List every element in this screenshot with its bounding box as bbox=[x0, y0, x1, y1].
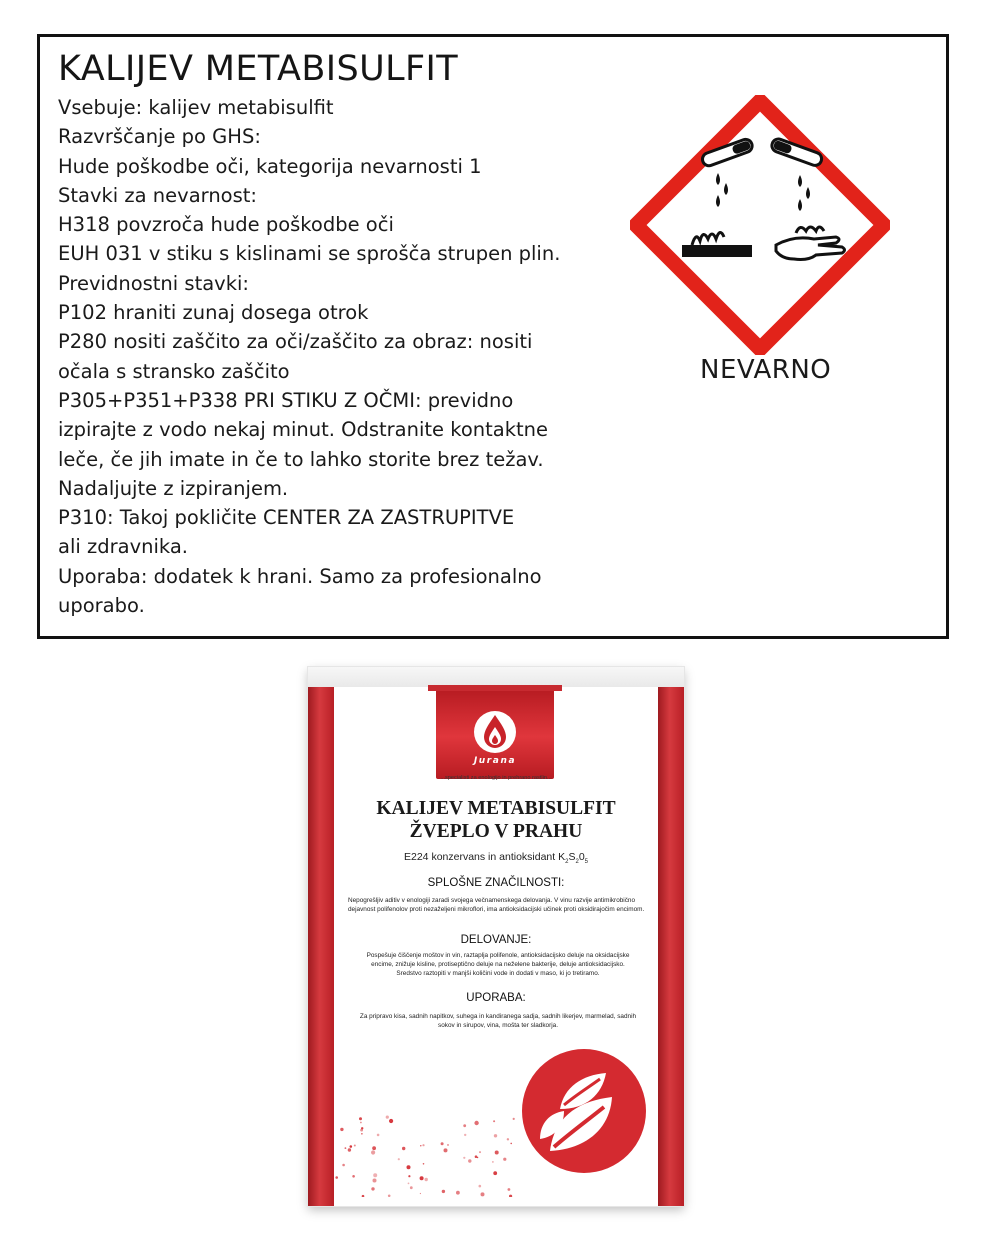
action-text: Pospešuje čiščenje moštov in vin, raztaplja polifenole, antioksidacijsko deluje na oksidacijske encime, znižuje kisline, protiseptično deluje na neželene bakterije, deluje antioksidacijsko. Sredstvo raztopiti v manjši količini vode in dodati v maso, ki jo tretiramo. bbox=[366, 952, 630, 977]
product-title-line1: KALIJEV METABISULFIT bbox=[376, 798, 616, 819]
hazard-statement-line: Hude poškodbe oči, kategorija nevarnosti 1 bbox=[58, 154, 482, 178]
formula-o-sub: 5 bbox=[584, 859, 588, 866]
decorative-dot bbox=[444, 1148, 448, 1152]
formula-k-sub: 2 bbox=[565, 859, 569, 866]
product-bag-label bbox=[308, 667, 684, 1206]
decorative-dot bbox=[508, 1188, 511, 1191]
decorative-dot bbox=[510, 1143, 512, 1145]
decorative-dot bbox=[342, 1164, 345, 1167]
brand-block bbox=[436, 685, 554, 779]
decorative-dot bbox=[503, 1158, 506, 1161]
decorative-dot bbox=[354, 1145, 356, 1147]
decorative-dot bbox=[362, 1195, 365, 1197]
formula-s: S bbox=[568, 851, 576, 863]
product-title-line2: ŽVEPLO V PRAHU bbox=[409, 821, 583, 842]
decorative-dot bbox=[513, 1118, 515, 1120]
hazard-statement-line: uporabo. bbox=[58, 594, 145, 618]
decorative-dot bbox=[420, 1176, 424, 1180]
product-subtitle bbox=[308, 851, 684, 865]
decorative-dot bbox=[388, 1195, 391, 1198]
decorative-dot bbox=[423, 1163, 425, 1165]
product-title bbox=[308, 797, 684, 843]
decorative-dot bbox=[494, 1134, 497, 1137]
hazard-statement-line: Nadaljujte z izpiranjem. bbox=[58, 476, 289, 500]
hazard-statement-line: P310: Takoj pokličite CENTER ZA ZASTRUPITVE bbox=[58, 506, 515, 530]
decorative-dot bbox=[420, 1145, 421, 1146]
decorative-dot bbox=[408, 1175, 410, 1177]
hazard-statement-line: leče, če jih imate in če to lahko storite brez težav. bbox=[58, 447, 544, 471]
decorative-dot bbox=[495, 1151, 499, 1155]
decorative-dot bbox=[352, 1175, 355, 1178]
decorative-dot bbox=[493, 1171, 497, 1175]
general-heading: SPLOŠNE ZNAČILNOSTI: bbox=[427, 877, 565, 889]
hazard-statement-line: izpirajte z vodo nekaj minut. Odstranite kontaktne bbox=[58, 418, 549, 442]
decorative-dot bbox=[479, 1151, 481, 1153]
hazard-statement-line: Vsebuje: kalijev metabisulfit bbox=[58, 96, 334, 119]
decorative-dot bbox=[348, 1148, 351, 1151]
hazard-statement-line: H318 povzroča hude poškodbe oči bbox=[58, 213, 394, 237]
hazard-statement-line: P305+P351+P338 PRI STIKU Z OČMI: previdno bbox=[58, 388, 514, 412]
decorative-dot bbox=[481, 1192, 485, 1196]
hazard-statement-line: P102 hraniti zunaj dosega otrok bbox=[58, 301, 369, 325]
formula-s-sub: 2 bbox=[575, 859, 579, 866]
decorative-dot bbox=[408, 1183, 410, 1185]
general-text: Nepogrešljiv aditiv v enologiji zaradi svojega večnamenskega delovanja. V vinu razvije antimikrobično dejavnost polifenolov proti nezaželjeni mikroflori, ima antioksidacijski učinek proti oksidirajočim encimom. bbox=[348, 897, 645, 913]
signal-word: NEVARNO bbox=[700, 355, 832, 385]
hazard-statement-line: Stavki za nevarnost: bbox=[58, 183, 257, 207]
decorative-dot bbox=[373, 1173, 377, 1177]
decorative-dot bbox=[507, 1138, 509, 1140]
decorative-dot bbox=[340, 1128, 343, 1131]
hazard-statement-line: Razvrščanje po GHS: bbox=[58, 125, 261, 149]
decorative-dot bbox=[447, 1144, 448, 1145]
hazard-statement-list bbox=[58, 93, 678, 620]
hazard-statement-line: P280 nositi zaščito za oči/zaščito za obraz: nositi bbox=[58, 330, 533, 354]
decorative-dot bbox=[509, 1195, 512, 1197]
decorative-dot bbox=[402, 1147, 405, 1150]
brand-name: Jurana bbox=[473, 756, 517, 766]
use-text: Za pripravo kisa, sadnih napitkov, suhega in kandiranega sadja, sadnih likerjev, marmelad, sadnih sokov in sirupov, vina, mošta ter sladkorja. bbox=[359, 1013, 637, 1029]
hazard-statement-line: EUH 031 v stiku s kislinami se sprošča strupen plin. bbox=[58, 242, 561, 266]
bag-top-seal bbox=[308, 667, 684, 687]
decorative-dot bbox=[425, 1178, 428, 1181]
decorative-dot bbox=[479, 1185, 482, 1188]
flame-drop-logo-icon bbox=[472, 709, 518, 755]
bag-right-stripe bbox=[658, 687, 684, 1206]
decorative-dot bbox=[456, 1191, 460, 1195]
hazard-statement-line: očala s stransko zaščito bbox=[58, 359, 290, 383]
decorative-dot bbox=[371, 1187, 374, 1190]
hazard-statement-line: ali zdravnika. bbox=[58, 535, 188, 559]
decorative-dot bbox=[335, 1176, 338, 1179]
hazard-statement-line: Previdnostni stavki: bbox=[58, 271, 249, 295]
decorative-dot bbox=[410, 1186, 413, 1189]
decorative-dot bbox=[350, 1145, 353, 1148]
decorative-dot bbox=[359, 1117, 362, 1120]
decorative-dot bbox=[442, 1190, 445, 1193]
decorative-dot bbox=[361, 1133, 363, 1135]
decorative-dot bbox=[463, 1157, 465, 1159]
decorative-dot bbox=[345, 1147, 347, 1149]
decorative-dot bbox=[371, 1150, 375, 1154]
hazard-statement-line: Uporaba: dodatek k hrani. Samo za profesionalno bbox=[58, 564, 542, 588]
formula-o: 0 bbox=[578, 851, 585, 863]
decorative-dot bbox=[373, 1179, 377, 1183]
decorative-dot bbox=[463, 1124, 466, 1127]
decorative-dot bbox=[475, 1155, 478, 1158]
decorative-dot bbox=[422, 1144, 424, 1146]
subtitle-text: E224 konzervans in antioksidant K bbox=[404, 851, 566, 863]
leaf-emblem-icon bbox=[520, 1047, 648, 1175]
decorative-dot bbox=[441, 1142, 444, 1145]
ghs05-corrosion-icon bbox=[630, 95, 890, 355]
decorative-dot bbox=[361, 1127, 363, 1129]
decorative-dot bbox=[468, 1159, 471, 1162]
bag-left-stripe bbox=[308, 687, 334, 1206]
decorative-dot bbox=[389, 1119, 393, 1123]
decorative-dot bbox=[420, 1193, 421, 1194]
hazard-label-title: KALIJEV METABISULFIT bbox=[58, 49, 459, 89]
decorative-dot bbox=[464, 1134, 466, 1136]
decorative-dot bbox=[493, 1120, 495, 1122]
decorative-dot bbox=[474, 1121, 478, 1125]
decorative-dot bbox=[386, 1116, 389, 1119]
decorative-dot bbox=[372, 1146, 376, 1150]
brand-tagline: ...specialisti za enologijo in prehrano rastlin... bbox=[440, 775, 552, 781]
decorative-dot bbox=[407, 1165, 411, 1169]
use-heading: UPORABA: bbox=[466, 992, 526, 1004]
decorative-dot bbox=[492, 1161, 494, 1163]
decorative-dot bbox=[360, 1122, 362, 1124]
action-heading: DELOVANJE: bbox=[460, 934, 532, 946]
decorative-dot bbox=[398, 1158, 400, 1160]
hazard-label bbox=[37, 34, 949, 639]
decorative-dot bbox=[377, 1134, 380, 1137]
